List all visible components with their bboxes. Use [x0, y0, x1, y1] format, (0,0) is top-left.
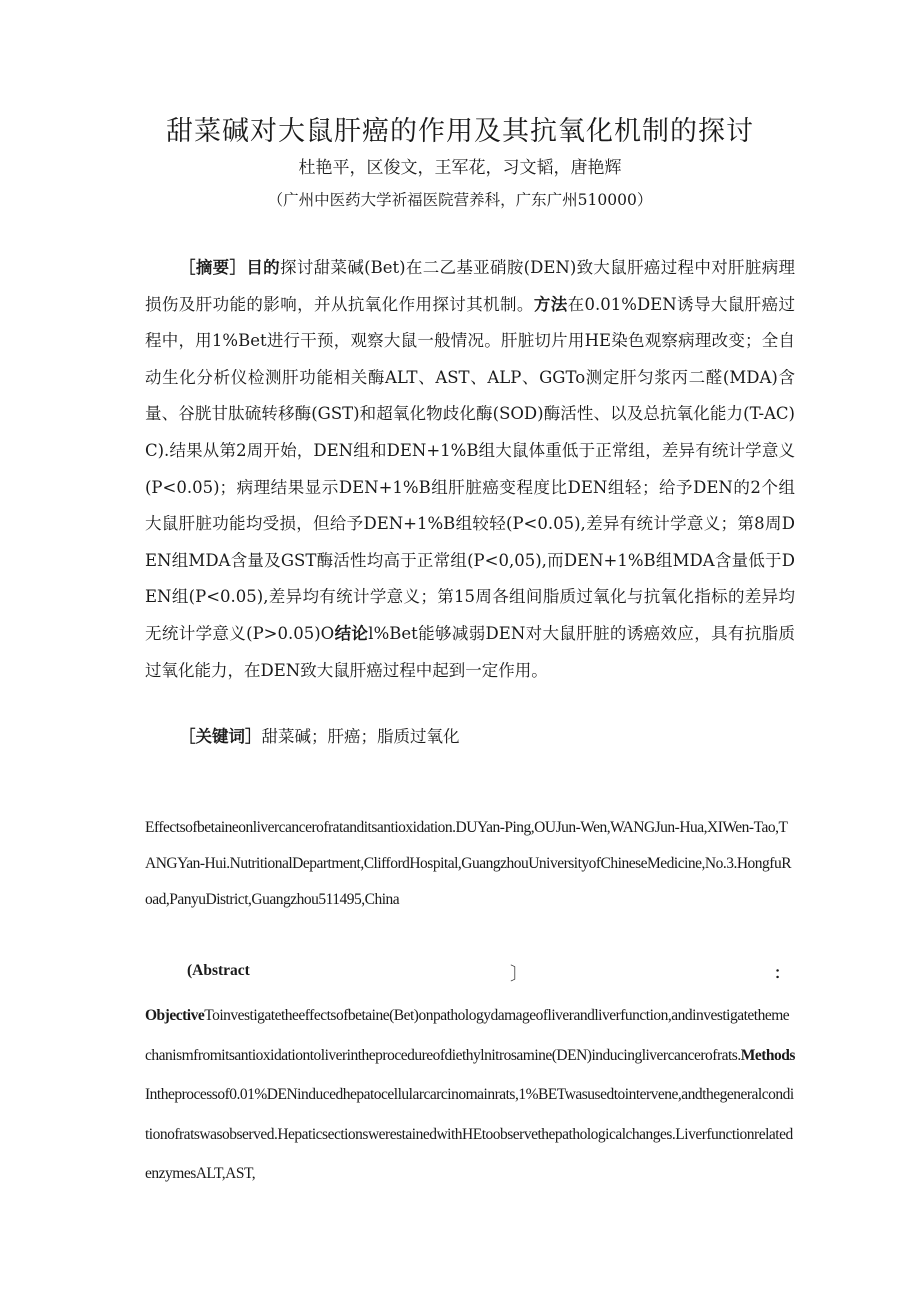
en-objective-label: Objective	[145, 1007, 205, 1024]
affiliation: （广州中医药大学祈福医院营养科，广东广州510000）	[267, 191, 653, 209]
english-abstract-bracket: 〕	[510, 964, 528, 984]
author-list: 杜艳平，区俊文，王军花，习文韬，唐艳辉	[298, 158, 622, 178]
english-abstract-colon: ：	[774, 965, 790, 982]
methods-text: 在0.01%DEN诱导大鼠肝癌过程中，用1%Bet进行干预，观察大鼠一般情况。肝脏切片用HE染色观察病理改变；全自动生化分析仪检测肝功能相关酶ALT、AST、ALP、GGTo测定肝匀浆丙二醛(MDA)含量、谷胱甘肽硫转移酶(GST)和超氧化物歧化酶(SOD)酶活性、以及总抗氧化能力(T-AC)C).结果从第2周开始，DEN组和DEN+1%B组大鼠体重低于正常组，差异有统计学意义(P<0.05)；病理结果显示DEN+1%B组肝脏癌变程度比DEN组轻；给予DEN的2个组大鼠肝脏功能均受损，但给予DEN+1%B组较轻(P<0.05),差异有统计学意义；第8周DEN组MDA含量及GST酶活性均高于正常组(P<0,05),而DEN+1%B组MDA含量低于DEN组(P<0.05),差异均有统计学意义；第15周各组间脂质过氧化与抗氧化指标的差异均无统计学意义(P>0.05)O	[145, 294, 795, 643]
conclusion-text: l%Bet能够减弱DEN对大鼠肝脏的诱癌效应，具有抗脂质过氧化能力，在DEN致大鼠肝癌过程中起到一定作用。	[145, 623, 795, 680]
chinese-abstract	[145, 250, 795, 689]
abstract-label: ［摘要］	[179, 258, 247, 277]
english-abstract-label-row	[187, 958, 797, 988]
en-methods-label: Methods	[740, 1046, 795, 1064]
chinese-keywords	[179, 722, 779, 752]
en-objective-text: Toinvestigatetheeffectsofbetaine(Bet)onpathologydamageofliverandliverfunction,andinvestigatethemechanismfromitsantioxidationtoliverintheprocedureofdiethylnitrosamine(DEN)inducinglivercancerofrats.	[145, 1007, 790, 1064]
objective-label: 目的	[246, 258, 280, 277]
english-header: Effectsofbetaineonlivercancerofratanditsantioxidation.DUYan-Ping,OUJun-Wen,WANGJun-Hua,XIWen-Tao,TANGYan-Hui.NutritionalDepartment,CliffordHospital,GuangzhouUniversityofChineseMedicine,No.3.HongfuRoad,PanyuDistrict,Guangzhou511495,China	[145, 819, 792, 908]
english-abstract-label: (Abstract	[187, 962, 250, 979]
keywords-text: 甜菜碱；肝癌；脂质过氧化	[261, 727, 460, 746]
english-abstract	[145, 996, 795, 1194]
methods-label: 方法	[533, 294, 568, 314]
conclusion-label: 结论	[334, 623, 369, 643]
paper-title: 甜菜碱对大鼠肝癌的作用及其抗氧化机制的探讨	[166, 116, 754, 147]
objective-text: 探讨甜菜碱(Bet)在二乙基亚硝胺(DEN)致大鼠肝癌过程中对肝脏病理损伤及肝功能的影响，并从抗氧化作用探讨其机制。	[145, 258, 796, 314]
keywords-label: ［关键词］	[179, 727, 262, 746]
en-methods-text: Intheprocessof0.01%DENinducedhepatocellularcarcinomainrats,1%BETwasusedtointervene,andthegeneralconditionofratswasobserved.HepaticsectionswerestainedwithHEtoobservethepathologicalchanges.LiverfunctionrelatedenzymesALT,AST,	[145, 1086, 794, 1182]
